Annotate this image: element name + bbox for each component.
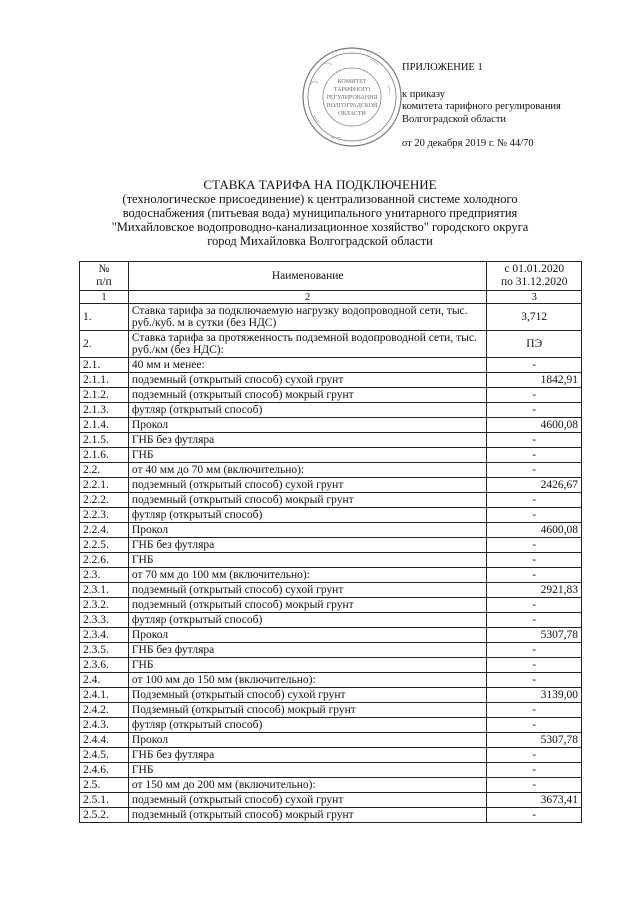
row-number: 2.1.3. bbox=[80, 403, 129, 418]
table-row bbox=[80, 763, 582, 778]
table-row bbox=[80, 463, 582, 478]
row-value: - bbox=[487, 403, 582, 418]
row-number: 2.3.4. bbox=[80, 628, 129, 643]
row-number: 2.3. bbox=[80, 568, 129, 583]
row-name: подземный (открытый способ) сухой грунт bbox=[128, 583, 487, 598]
appendix-block bbox=[402, 62, 561, 151]
row-name: Ставка тарифа за подключаемую нагрузку водопроводной сети, тыс. руб./куб. м в сутки (без НДС) bbox=[128, 304, 487, 331]
row-name: футляр (открытый способ) bbox=[128, 403, 487, 418]
row-number: 2.4.6. bbox=[80, 763, 129, 778]
appendix-region-line: Волгоградской области bbox=[402, 113, 507, 125]
row-number: 2.1.2. bbox=[80, 388, 129, 403]
row-number: 2.2.1. bbox=[80, 478, 129, 493]
seal-line-4: ВОЛГОГРАДСКОЙ bbox=[326, 103, 378, 109]
row-value: - bbox=[487, 553, 582, 568]
row-number: 2.3.6. bbox=[80, 658, 129, 673]
table-row bbox=[80, 733, 582, 748]
row-name: Подземный (открытый способ) мокрый грунт bbox=[128, 703, 487, 718]
header-period-line2: по 31.12.2020 bbox=[500, 276, 568, 288]
row-number: 2.2.5. bbox=[80, 538, 129, 553]
title-line-1: СТАВКА ТАРИФА НА ПОДКЛЮЧЕНИЕ bbox=[203, 177, 437, 192]
row-name: Прокол bbox=[128, 418, 487, 433]
row-number: 2.5. bbox=[80, 778, 129, 793]
row-value: - bbox=[487, 658, 582, 673]
table-row bbox=[80, 388, 582, 403]
row-number: 2.2. bbox=[80, 463, 129, 478]
table-row bbox=[80, 568, 582, 583]
row-name: от 40 мм до 70 мм (включительно): bbox=[128, 463, 487, 478]
row-number: 2.1. bbox=[80, 358, 129, 373]
row-value: 3,712 bbox=[487, 304, 582, 331]
table-row bbox=[80, 448, 582, 463]
row-value: 5307,78 bbox=[487, 733, 582, 748]
row-name: подземный (открытый способ) сухой грунт bbox=[128, 373, 487, 388]
row-name: от 70 мм до 100 мм (включительно): bbox=[128, 568, 487, 583]
row-value: - bbox=[487, 358, 582, 373]
column-number: 2 bbox=[128, 291, 487, 304]
row-number: 2.5.1. bbox=[80, 793, 129, 808]
row-number: 1. bbox=[80, 304, 129, 331]
appendix-date-line: от 20 декабря 2019 г. № 44/70 bbox=[402, 138, 534, 149]
row-name: Прокол bbox=[128, 523, 487, 538]
header-period-line1: с 01.01.2020 bbox=[504, 263, 565, 275]
column-number: 3 bbox=[487, 291, 582, 304]
row-number: 2.1.4. bbox=[80, 418, 129, 433]
table-row bbox=[80, 598, 582, 613]
row-value: - bbox=[487, 538, 582, 553]
header-period bbox=[487, 262, 582, 291]
table-row bbox=[80, 793, 582, 808]
row-value: ПЭ bbox=[487, 331, 582, 358]
table-row bbox=[80, 508, 582, 523]
row-value: 1842,91 bbox=[487, 373, 582, 388]
row-number: 2.4.1. bbox=[80, 688, 129, 703]
row-number: 2.2.4. bbox=[80, 523, 129, 538]
row-name: ГНБ без футляра bbox=[128, 643, 487, 658]
table-row bbox=[80, 673, 582, 688]
row-name: ГНБ без футляра bbox=[128, 748, 487, 763]
row-number: 2.4.2. bbox=[80, 703, 129, 718]
appendix-committee-line: комитета тарифного регулирования bbox=[402, 101, 561, 112]
row-value: 2921,83 bbox=[487, 583, 582, 598]
table-row bbox=[80, 523, 582, 538]
row-name: футляр (открытый способ) bbox=[128, 613, 487, 628]
table-row bbox=[80, 808, 582, 823]
title-line-5: город Михайловка Волгоградской области bbox=[207, 234, 433, 248]
row-name: футляр (открытый способ) bbox=[128, 508, 487, 523]
row-value: - bbox=[487, 703, 582, 718]
row-number: 2.1.5. bbox=[80, 433, 129, 448]
row-number: 2.2.2. bbox=[80, 493, 129, 508]
row-name: от 150 мм до 200 мм (включительно): bbox=[128, 778, 487, 793]
row-name: от 100 мм до 150 мм (включительно): bbox=[128, 673, 487, 688]
row-name: подземный (открытый способ) мокрый грунт bbox=[128, 388, 487, 403]
row-number: 2.2.3. bbox=[80, 508, 129, 523]
row-value: 5307,78 bbox=[487, 628, 582, 643]
row-value: - bbox=[487, 643, 582, 658]
table-header-row bbox=[80, 262, 582, 291]
row-name: Прокол bbox=[128, 733, 487, 748]
row-name: Прокол bbox=[128, 628, 487, 643]
row-name: ГНБ bbox=[128, 658, 487, 673]
row-name: подземный (открытый способ) сухой грунт bbox=[128, 478, 487, 493]
title-line-3: водоснабжения (питьевая вода) муниципального унитарного предприятия bbox=[122, 206, 518, 220]
table-body bbox=[80, 304, 582, 823]
table-row bbox=[80, 538, 582, 553]
table-row bbox=[80, 628, 582, 643]
column-number-row bbox=[80, 291, 582, 304]
row-value: - bbox=[487, 433, 582, 448]
row-name: футляр (открытый способ) bbox=[128, 718, 487, 733]
row-number: 2.2.6. bbox=[80, 553, 129, 568]
row-number: 2.4.3. bbox=[80, 718, 129, 733]
row-value: - bbox=[487, 463, 582, 478]
header-number bbox=[80, 262, 129, 291]
row-value: 3139,00 bbox=[487, 688, 582, 703]
table-row bbox=[80, 304, 582, 331]
row-name: ГНБ без футляра bbox=[128, 433, 487, 448]
row-number: 2.3.1. bbox=[80, 583, 129, 598]
row-value: 3673,41 bbox=[487, 793, 582, 808]
row-name: подземный (открытый способ) мокрый грунт bbox=[128, 598, 487, 613]
table-row bbox=[80, 658, 582, 673]
row-name: подземный (открытый способ) мокрый грунт bbox=[128, 808, 487, 823]
row-value: - bbox=[487, 598, 582, 613]
row-number: 2.4.4. bbox=[80, 733, 129, 748]
row-value: - bbox=[487, 718, 582, 733]
tariff-table bbox=[79, 261, 582, 823]
row-value: - bbox=[487, 748, 582, 763]
table-row bbox=[80, 331, 582, 358]
appendix-label: ПРИЛОЖЕНИЕ 1 bbox=[402, 62, 483, 73]
row-value: - bbox=[487, 613, 582, 628]
table-row bbox=[80, 688, 582, 703]
row-value: - bbox=[487, 493, 582, 508]
row-number: 2.3.5. bbox=[80, 643, 129, 658]
header-number-line2: п/п bbox=[96, 276, 112, 288]
row-number: 2.5.2. bbox=[80, 808, 129, 823]
official-seal bbox=[300, 45, 404, 149]
seal-line-1: КОМИТЕТ bbox=[337, 79, 367, 85]
table-row bbox=[80, 703, 582, 718]
row-value: - bbox=[487, 673, 582, 688]
table-row bbox=[80, 493, 582, 508]
row-name: подземный (открытый способ) мокрый грунт bbox=[128, 493, 487, 508]
table-row bbox=[80, 418, 582, 433]
row-number: 2.1.6. bbox=[80, 448, 129, 463]
row-value: - bbox=[487, 763, 582, 778]
row-value: - bbox=[487, 448, 582, 463]
row-name: Подземный (открытый способ) сухой грунт bbox=[128, 688, 487, 703]
table-row bbox=[80, 373, 582, 388]
table-row bbox=[80, 358, 582, 373]
table-row bbox=[80, 718, 582, 733]
table-row bbox=[80, 433, 582, 448]
row-name: 40 мм и менее: bbox=[128, 358, 487, 373]
row-value: 4600,08 bbox=[487, 523, 582, 538]
row-number: 2.4. bbox=[80, 673, 129, 688]
row-number: 2.4.5. bbox=[80, 748, 129, 763]
row-name: подземный (открытый способ) сухой грунт bbox=[128, 793, 487, 808]
table-row bbox=[80, 403, 582, 418]
row-name: Ставка тарифа за протяженность подземной водопроводной сети, тыс. руб./км (без НДС): bbox=[128, 331, 487, 358]
row-value: - bbox=[487, 808, 582, 823]
row-name: ГНБ bbox=[128, 448, 487, 463]
row-value: - bbox=[487, 778, 582, 793]
column-number: 1 bbox=[80, 291, 129, 304]
table-row bbox=[80, 583, 582, 598]
row-name: ГНБ bbox=[128, 553, 487, 568]
header-number-line1: № bbox=[98, 263, 110, 275]
seal-line-2: ТАРИФНОГО bbox=[333, 87, 371, 93]
seal-line-3: РЕГУЛИРОВАНИЯ bbox=[326, 95, 378, 101]
title-line-2: (технологическое присоединение) к централизованной системе холодного bbox=[122, 192, 518, 206]
row-name: ГНБ без футляра bbox=[128, 538, 487, 553]
document-title bbox=[0, 178, 640, 248]
table-row bbox=[80, 643, 582, 658]
table-row bbox=[80, 778, 582, 793]
row-value: - bbox=[487, 508, 582, 523]
table-row bbox=[80, 553, 582, 568]
seal-line-5: ОБЛАСТИ bbox=[338, 111, 366, 117]
table-row bbox=[80, 613, 582, 628]
row-value: - bbox=[487, 568, 582, 583]
table-row bbox=[80, 748, 582, 763]
row-number: 2.1.1. bbox=[80, 373, 129, 388]
row-value: 4600,08 bbox=[487, 418, 582, 433]
row-value: - bbox=[487, 388, 582, 403]
row-value: 2426,67 bbox=[487, 478, 582, 493]
row-name: ГНБ bbox=[128, 763, 487, 778]
table-row bbox=[80, 478, 582, 493]
appendix-order-line: к приказу bbox=[402, 88, 445, 100]
row-number: 2.3.2. bbox=[80, 598, 129, 613]
row-number: 2.3.3. bbox=[80, 613, 129, 628]
row-number: 2. bbox=[80, 331, 129, 358]
header-name: Наименование bbox=[128, 262, 487, 291]
title-line-4: "Михайловское водопроводно-канализационное хозяйство" городского округа bbox=[111, 220, 529, 234]
